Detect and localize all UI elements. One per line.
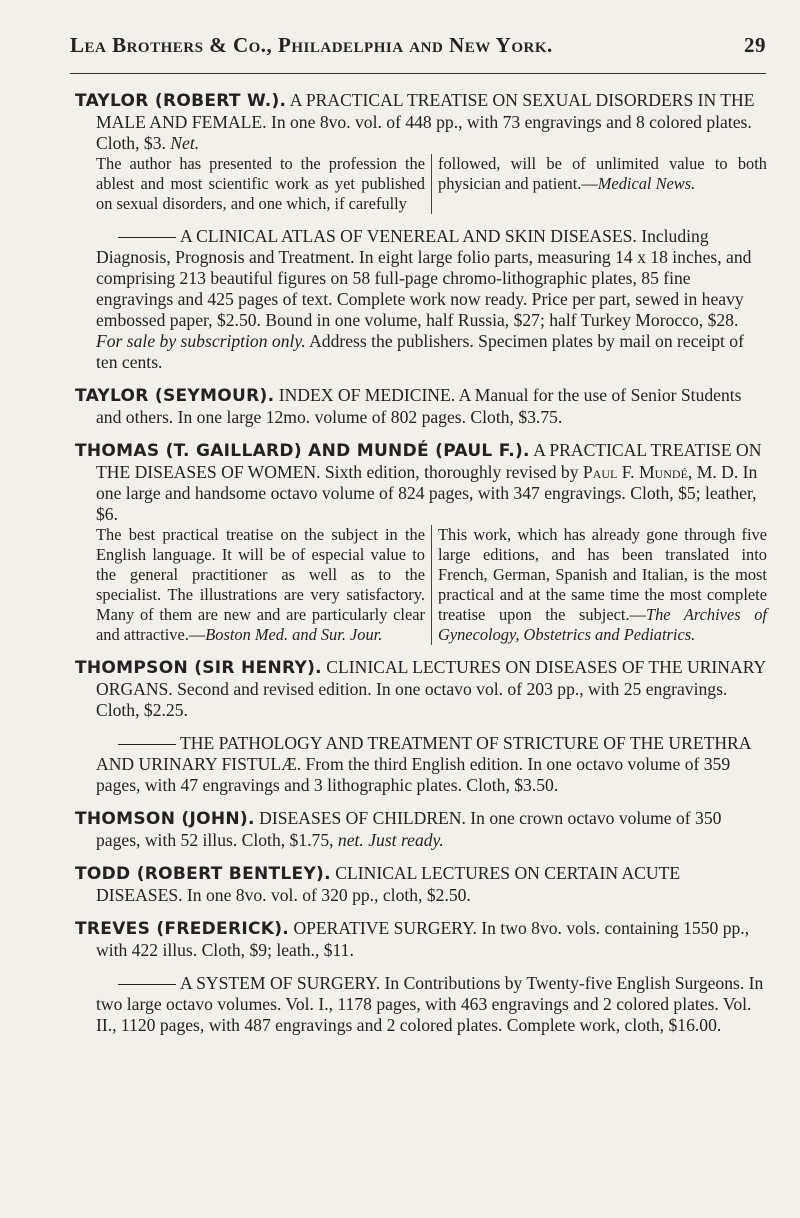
ditto-dash bbox=[118, 744, 176, 745]
ditto-dash bbox=[118, 984, 176, 985]
entry-author: THOMAS (T. GAILLARD) AND MUNDÉ (PAUL F.). bbox=[75, 441, 530, 461]
page-header bbox=[70, 33, 770, 58]
entry-text-italic: For sale by subscription only. bbox=[96, 331, 306, 351]
review-source: Boston Med. and Sur. Jour. bbox=[205, 625, 383, 644]
entry-text-smallcaps: Paul F. Mundé, M. D. bbox=[582, 462, 739, 482]
entry-text: CLINICAL LECTURES ON DISEASES OF THE URINARY ORGANS. Second and revised edition. In one octavo vol. of 203 pp., with 25 engravings. Cloth, $2.25. bbox=[96, 657, 766, 720]
entry-text: CLINICAL LECTURES ON CERTAIN ACUTE DISEASES. In one 8vo. vol. of 320 pp., cloth, $2.50. bbox=[96, 863, 681, 905]
entry-text: A PRACTICAL TREATISE ON SEXUAL DISORDERS IN THE MALE AND FEMALE. In one 8vo. vol. of 448 pp., with 73 engravings and 8 colored plates. Cloth, $3. bbox=[96, 90, 755, 153]
review-right: followed, will be of unlimited value to both physician and patient.—Medical News. bbox=[438, 154, 767, 193]
entry-treves bbox=[75, 918, 767, 961]
entry-thomas-munde bbox=[75, 440, 767, 645]
entry-text-italic: net. Just ready. bbox=[337, 830, 444, 850]
review-right: This work, which has already gone through five large editions, and has been translated into French, German, Spanish and Italian, is the most practical and at the same time the most complete treatise upon the subject.—The Archives of Gynecology, Obstetrics and Pediatrics. bbox=[438, 525, 767, 644]
header-title: Lea Brothers & Co., Philadelphia and New York. bbox=[70, 33, 553, 57]
entry-text: OPERATIVE SURGERY. In two 8vo. vols. containing 1550 pp., with 422 illus. Cloth, $9; leath., $11. bbox=[96, 918, 750, 960]
entry-system-of-surgery bbox=[75, 973, 767, 1036]
entry-todd bbox=[75, 863, 767, 906]
review-left: The author has presented to the profession the ablest and most scientific work as yet published on sexual disorders, and one which, if carefully bbox=[96, 154, 432, 214]
review-columns bbox=[96, 154, 767, 214]
entry-text: A SYSTEM OF SURGERY. In Contributions by Twenty-five English Surgeons. In two large octavo volumes. Vol. I., 1178 pages, with 463 engravings and 2 colored plates. Vol. II., 1120 pages, with 487 engravings and 2 colored plates. Complete work, cloth, $16.00. bbox=[96, 973, 764, 1035]
review-columns bbox=[96, 525, 767, 645]
review-left: The best practical treatise on the subject in the English language. It will be of especial value to the general practitioner as well as to the specialist. The illustrations are very satisfactory. Many of them are new and are particularly clear and attractive.—Boston Med. and Sur. Jour. bbox=[96, 525, 432, 645]
catalog-content bbox=[75, 90, 767, 1048]
entry-thomson-john bbox=[75, 808, 767, 851]
entry-text-after: In one large and handsome octavo volume of 824 pages, with 347 engravings. Cloth, $5; leather, $6. bbox=[96, 462, 758, 524]
ditto-dash bbox=[118, 237, 176, 238]
entry-text-after: Address the publishers. Specimen plates by mail on receipt of ten cents. bbox=[96, 331, 744, 372]
entry-thompson-henry bbox=[75, 657, 767, 721]
entry-text: DISEASES OF CHILDREN. In one crown octavo volume of 350 pages, with 52 illus. Cloth, $1.75, bbox=[96, 808, 722, 850]
entry-taylor-seymour bbox=[75, 385, 767, 428]
review-source: The Archives of Gynecology, Obstetrics and Pediatrics. bbox=[438, 605, 767, 644]
page-number: 29 bbox=[744, 33, 766, 57]
entry-text: THE PATHOLOGY AND TREATMENT OF STRICTURE OF THE URETHRA AND URINARY FISTULÆ. From the third English edition. In one octavo volume of 359 pages, with 47 engravings and 3 lithographic plates. Cloth, $3.50. bbox=[96, 733, 751, 795]
entry-text: A CLINICAL ATLAS OF VENEREAL AND SKIN DISEASES. Including Diagnosis, Prognosis and Treatment. In eight large folio parts, measuring 14 x 18 inches, and comprising 213 beautiful figures on 58 full-page chromo-lithographic plates, 85 fine engravings and 425 pages of text. Complete work now ready. Price per part, sewed in heavy embossed paper, $2.50. Bound in one volume, half Russia, $27; half Turkey Morocco, $28. bbox=[96, 226, 752, 330]
review-source: Medical News. bbox=[597, 174, 696, 193]
entry-author: THOMSON (JOHN). bbox=[75, 809, 255, 829]
entry-author: TAYLOR (SEYMOUR). bbox=[75, 386, 275, 406]
header-rule bbox=[70, 73, 766, 74]
entry-stricture bbox=[75, 733, 767, 796]
entry-author: TODD (ROBERT BENTLEY). bbox=[75, 864, 331, 884]
entry-text-italic: Net. bbox=[170, 133, 200, 153]
entry-clinical-atlas bbox=[75, 226, 767, 373]
entry-taylor-robert bbox=[75, 90, 767, 214]
entry-text: INDEX OF MEDICINE. A Manual for the use of Senior Students and others. In one large 12mo. volume of 802 pages. Cloth, $3.75. bbox=[96, 385, 742, 427]
entry-author: TAYLOR (ROBERT W.). bbox=[75, 91, 287, 111]
entry-author: TREVES (FREDERICK). bbox=[75, 919, 290, 939]
entry-author: THOMPSON (SIR HENRY). bbox=[75, 658, 322, 678]
entry-text: A PRACTICAL TREATISE ON THE DISEASES OF WOMEN. Sixth edition, thoroughly revised by bbox=[96, 440, 762, 482]
